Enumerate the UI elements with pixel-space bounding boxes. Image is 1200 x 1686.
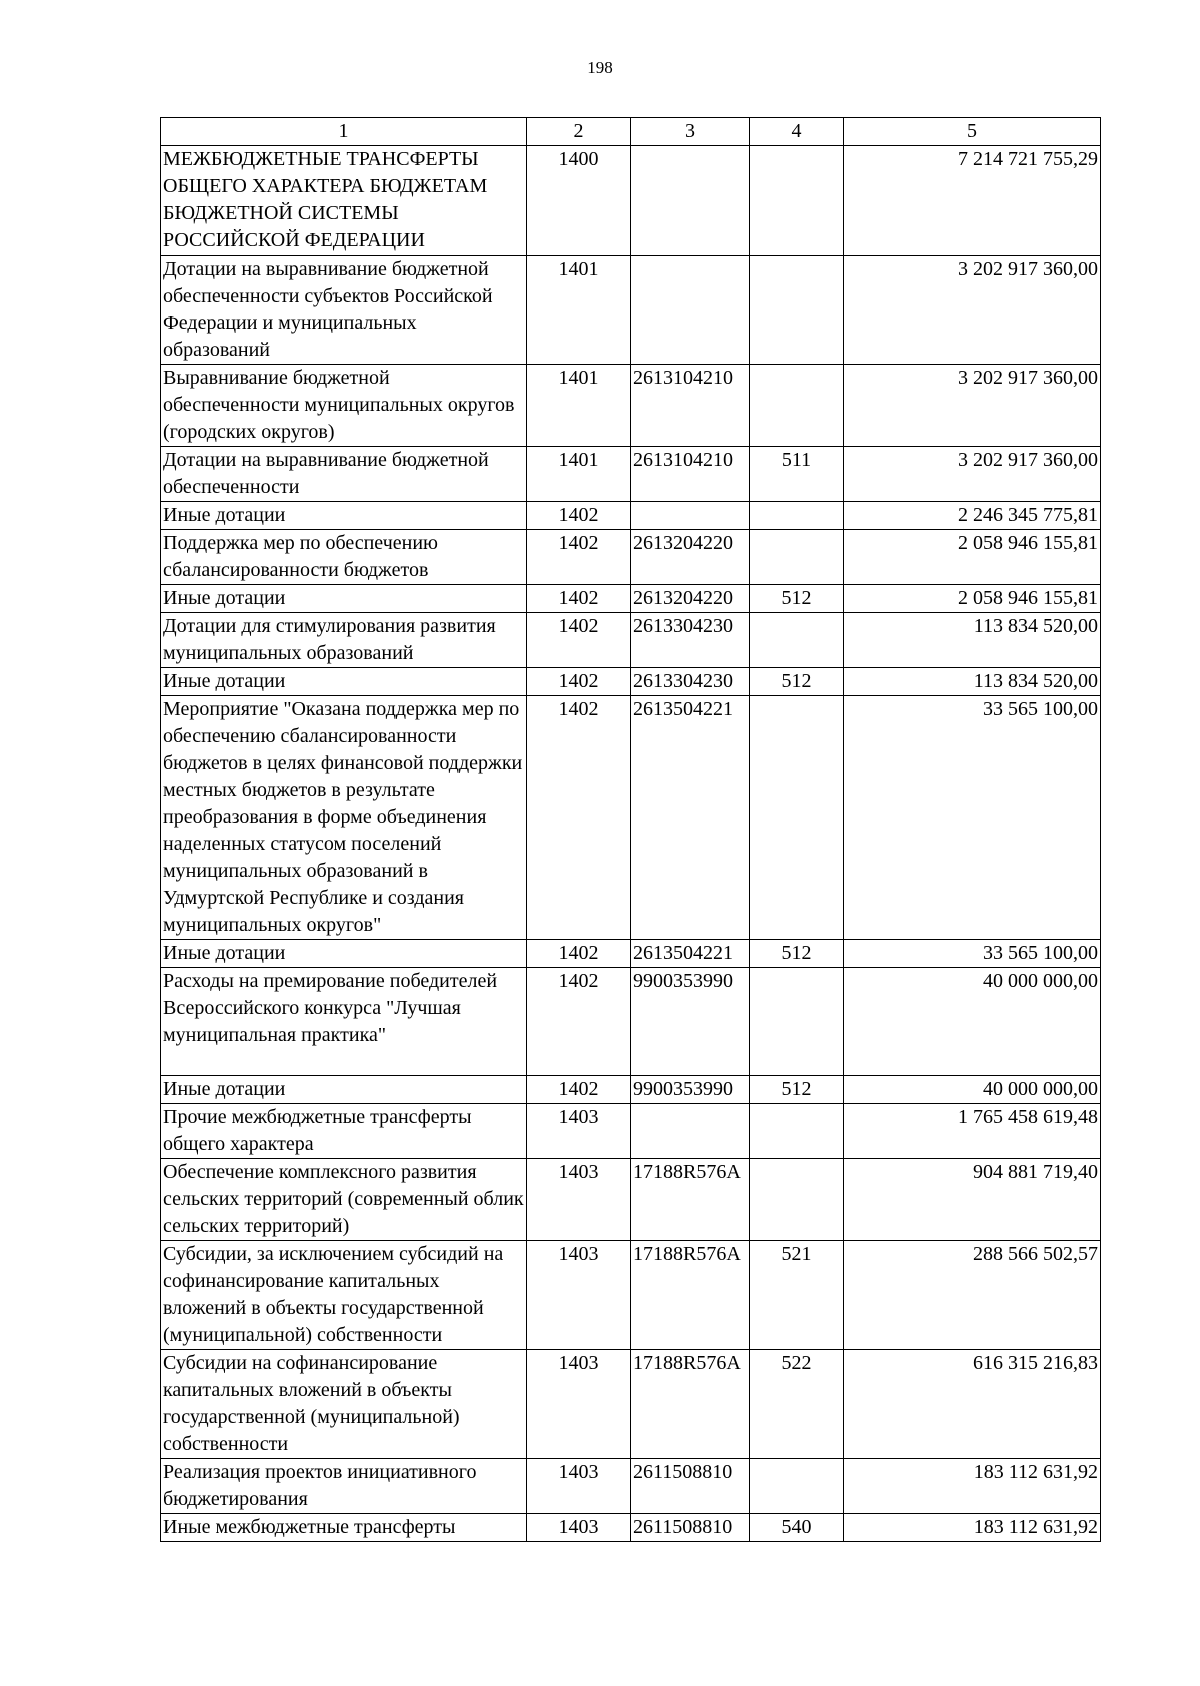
table-row (161, 365, 1101, 447)
row-amount: 3 202 917 360,00 (844, 365, 1101, 447)
row-expense-type: 521 (750, 1241, 844, 1350)
row-amount: 2 058 946 155,81 (844, 530, 1101, 585)
row-expense-type (750, 696, 844, 940)
row-amount: 183 112 631,92 (844, 1514, 1101, 1542)
row-target-code: 2613204220 (631, 530, 750, 585)
row-expense-type: 512 (750, 668, 844, 696)
table-row (161, 1241, 1101, 1350)
budget-table (160, 117, 1101, 1542)
table-row (161, 447, 1101, 502)
row-name: Иные дотации (161, 502, 527, 530)
row-target-code: 2613304230 (631, 613, 750, 668)
row-name: МЕЖБЮДЖЕТНЫЕ ТРАНСФЕРТЫ ОБЩЕГО ХАРАКТЕРА БЮДЖЕТАМ БЮДЖЕТНОЙ СИСТЕМЫ РОССИЙСКОЙ ФЕДЕРАЦИИ (161, 146, 527, 256)
row-section-code: 1402 (527, 502, 631, 530)
row-expense-type (750, 1459, 844, 1514)
row-target-code: 2613304230 (631, 668, 750, 696)
row-section-code: 1400 (527, 146, 631, 256)
row-amount: 2 246 345 775,81 (844, 502, 1101, 530)
row-expense-type: 512 (750, 940, 844, 968)
row-expense-type: 512 (750, 1076, 844, 1104)
header-col-4: 4 (750, 118, 844, 146)
table-row (161, 256, 1101, 365)
row-name: Дотации на выравнивание бюджетной обеспеченности (161, 447, 527, 502)
row-target-code: 17188R576A (631, 1350, 750, 1459)
row-name: Мероприятие "Оказана поддержка мер по обеспечению сбалансированности бюджетов в целях финансовой поддержки местных бюджетов в результате преобразования в форме объединения наделенных статусом поселений муниципальных образований в Удмуртской Республике и создания муниципальных округов" (161, 696, 527, 940)
row-amount: 33 565 100,00 (844, 696, 1101, 940)
row-section-code: 1403 (527, 1241, 631, 1350)
table-row (161, 502, 1101, 530)
table-row (161, 146, 1101, 256)
row-target-code (631, 256, 750, 365)
table-row (161, 530, 1101, 585)
row-expense-type: 522 (750, 1350, 844, 1459)
row-section-code: 1402 (527, 1076, 631, 1104)
header-col-2: 2 (527, 118, 631, 146)
row-section-code: 1403 (527, 1159, 631, 1241)
row-section-code: 1402 (527, 668, 631, 696)
row-amount: 3 202 917 360,00 (844, 256, 1101, 365)
row-section-code: 1403 (527, 1459, 631, 1514)
row-name: Иные дотации (161, 940, 527, 968)
row-target-code: 2613104210 (631, 447, 750, 502)
row-amount: 288 566 502,57 (844, 1241, 1101, 1350)
row-target-code: 2613504221 (631, 696, 750, 940)
row-name: Дотации на выравнивание бюджетной обеспеченности субъектов Российской Федерации и муниципальных образований (161, 256, 527, 365)
row-section-code: 1402 (527, 940, 631, 968)
table-row (161, 940, 1101, 968)
table-row (161, 696, 1101, 940)
row-target-code: 2613204220 (631, 585, 750, 613)
row-name: Иные дотации (161, 585, 527, 613)
table-row (161, 1350, 1101, 1459)
row-target-code: 2613104210 (631, 365, 750, 447)
row-name: Дотации для стимулирования развития муниципальных образований (161, 613, 527, 668)
page-number: 198 (587, 58, 613, 77)
row-name: Выравнивание бюджетной обеспеченности муниципальных округов (городских округов) (161, 365, 527, 447)
row-amount: 616 315 216,83 (844, 1350, 1101, 1459)
row-name: Прочие межбюджетные трансферты общего характера (161, 1104, 527, 1159)
row-section-code: 1403 (527, 1350, 631, 1459)
row-name: Иные межбюджетные трансферты (161, 1514, 527, 1542)
header-col-3: 3 (631, 118, 750, 146)
header-col-1: 1 (161, 118, 527, 146)
row-target-code: 9900353990 (631, 968, 750, 1076)
row-expense-type (750, 502, 844, 530)
table-row (161, 1076, 1101, 1104)
row-expense-type (750, 365, 844, 447)
row-amount: 904 881 719,40 (844, 1159, 1101, 1241)
row-amount: 7 214 721 755,29 (844, 146, 1101, 256)
row-expense-type (750, 1159, 844, 1241)
table-row (161, 613, 1101, 668)
row-amount: 3 202 917 360,00 (844, 447, 1101, 502)
row-expense-type (750, 1104, 844, 1159)
row-name: Поддержка мер по обеспечению сбалансированности бюджетов (161, 530, 527, 585)
row-section-code: 1402 (527, 585, 631, 613)
row-target-code: 17188R576A (631, 1159, 750, 1241)
row-amount: 33 565 100,00 (844, 940, 1101, 968)
row-target-code: 2611508810 (631, 1459, 750, 1514)
table-row (161, 968, 1101, 1076)
row-section-code: 1402 (527, 696, 631, 940)
row-name: Субсидии, за исключением субсидий на софинансирование капитальных вложений в объекты государственной (муниципальной) собственности (161, 1241, 527, 1350)
table-row (161, 1159, 1101, 1241)
row-amount: 40 000 000,00 (844, 1076, 1101, 1104)
row-section-code: 1403 (527, 1104, 631, 1159)
row-expense-type: 540 (750, 1514, 844, 1542)
table-header-row (161, 118, 1101, 146)
row-name: Субсидии на софинансирование капитальных вложений в объекты государственной (муниципальной) собственности (161, 1350, 527, 1459)
row-amount: 40 000 000,00 (844, 968, 1101, 1076)
row-expense-type (750, 256, 844, 365)
row-expense-type (750, 613, 844, 668)
row-name: Иные дотации (161, 1076, 527, 1104)
row-amount: 1 765 458 619,48 (844, 1104, 1101, 1159)
row-name: Расходы на премирование победителей Всероссийского конкурса "Лучшая муниципальная практика" (161, 968, 527, 1076)
row-section-code: 1401 (527, 256, 631, 365)
row-section-code: 1401 (527, 365, 631, 447)
table-row (161, 1459, 1101, 1514)
row-name: Иные дотации (161, 668, 527, 696)
row-target-code: 2613504221 (631, 940, 750, 968)
row-amount: 2 058 946 155,81 (844, 585, 1101, 613)
row-name: Обеспечение комплексного развития сельских территорий (современный облик сельских территорий) (161, 1159, 527, 1241)
row-amount: 183 112 631,92 (844, 1459, 1101, 1514)
table-row (161, 1514, 1101, 1542)
row-section-code: 1403 (527, 1514, 631, 1542)
row-expense-type (750, 146, 844, 256)
row-amount: 113 834 520,00 (844, 668, 1101, 696)
row-section-code: 1401 (527, 447, 631, 502)
row-target-code: 17188R576A (631, 1241, 750, 1350)
row-expense-type (750, 968, 844, 1076)
row-target-code (631, 1104, 750, 1159)
row-section-code: 1402 (527, 613, 631, 668)
row-target-code: 2611508810 (631, 1514, 750, 1542)
row-section-code: 1402 (527, 968, 631, 1076)
row-expense-type (750, 530, 844, 585)
row-target-code: 9900353990 (631, 1076, 750, 1104)
header-col-5: 5 (844, 118, 1101, 146)
row-expense-type: 512 (750, 585, 844, 613)
row-expense-type: 511 (750, 447, 844, 502)
row-name: Реализация проектов инициативного бюджетирования (161, 1459, 527, 1514)
table-row (161, 585, 1101, 613)
row-target-code (631, 146, 750, 256)
table-row (161, 1104, 1101, 1159)
row-section-code: 1402 (527, 530, 631, 585)
table-row (161, 668, 1101, 696)
row-amount: 113 834 520,00 (844, 613, 1101, 668)
row-target-code (631, 502, 750, 530)
